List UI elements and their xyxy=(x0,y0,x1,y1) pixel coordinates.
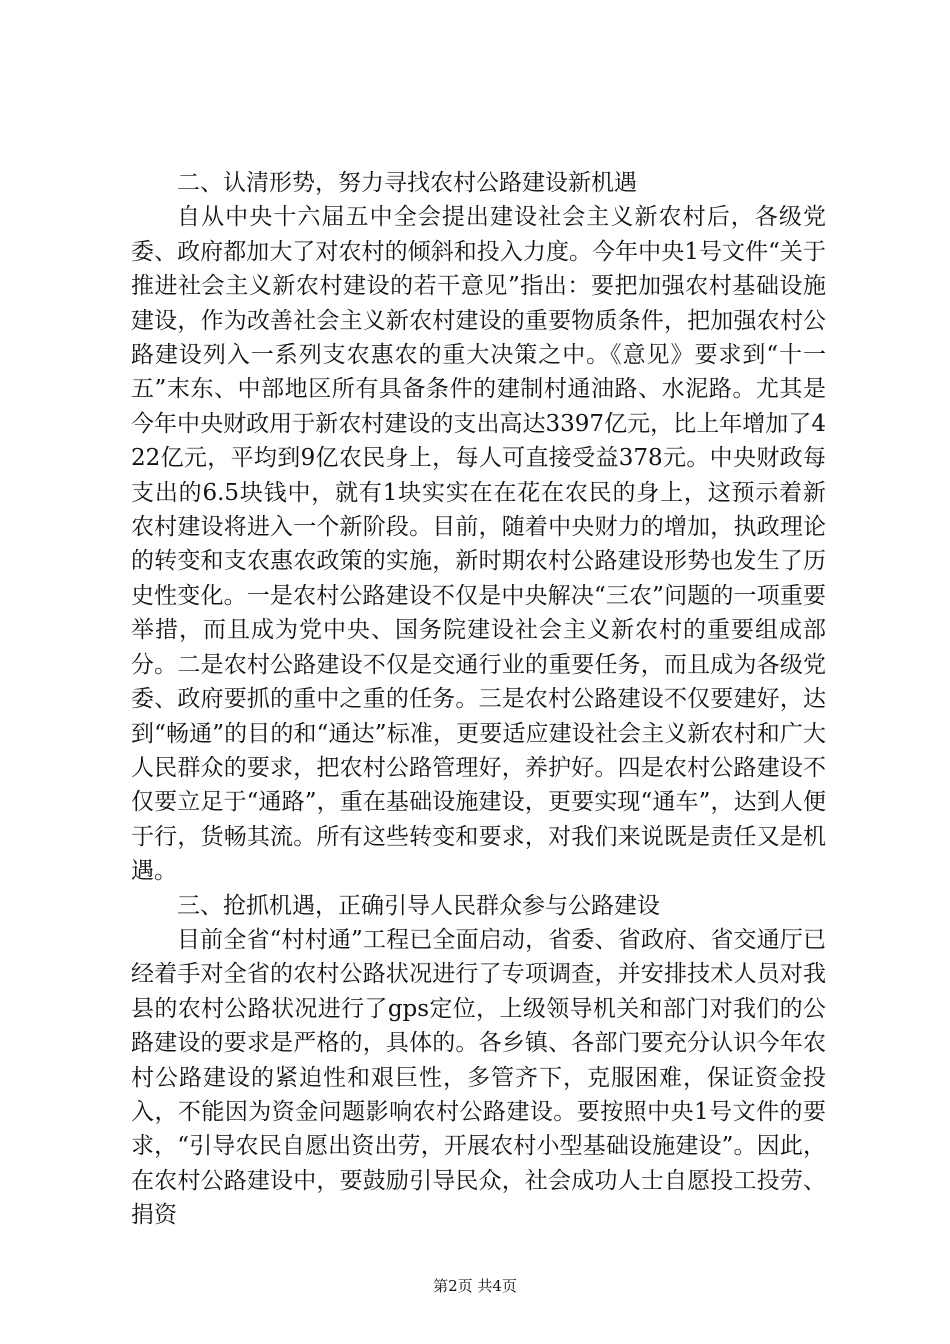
section-heading-2: 二、认清形势，努力寻找农村公路建设新机遇 xyxy=(177,170,637,196)
section-heading-3: 三、抢抓机遇，正确引导人民群众参与公路建设 xyxy=(177,892,660,919)
section-paragraph-3: 目前全省“村村通”工程已全面启动，省委、省政府、省交通厅已经着手对全省的农村公路状况进行了专项调查，并安排技术人员对我县的农村公路状况进行了gps定位，上级领导机关和部门对我们的公路建设的要求是严格的，具体的。各乡镇、各部门要充分认识今年农村公路建设的紧迫性和艰巨性，多管齐下，克服困难，保证资金投入，不能因为资金问题影响农村公路建设。要按照中央1号文件的要求，“引导农民自愿出资出劳，开展农村小型基础设施建设”。因此，在农村公路建设中，要鼓励引导民众，社会成功人士自愿投工投劳、捐资 xyxy=(131,926,826,1229)
page-number-footer: 第2页 共4页 xyxy=(433,1277,517,1295)
section-paragraph-2: 自从中央十六届五中全会提出建设社会主义新农村后，各级党委、政府都加大了对农村的倾斜和投入力度。今年中央1号文件“关于推进社会主义新农村建设的若干意见”指出：要把加强农村基础设施建设，作为改善社会主义新农村建设的重要物质条件，把加强农村公路建设列入一系列支农惠农的重大决策之中。《意见》要求到“十一五”末东、中部地区所有具备条件的建制村通油路、水泥路。尤其是今年中央财政用于新农村建设的支出高达3397亿元，比上年增加了422亿元，平均到9亿农民身上，每人可直接受益378元。中央财政每支出的6.5块钱中，就有1块实实在在花在农民的身上，这预示着新农村建设将进入一个新阶段。目前，随着中央财力的增加，执政理论的转变和支农惠农政策的实施，新时期农村公路建设形势也发生了历史性变化。一是农村公路建设不仅是中央解决“三农”问题的一项重要举措，而且成为党中央、国务院建设社会主义新农村的重要组成部分。二是农村公路建设不仅是交通行业的重要任务，而且成为各级党委、政府要抓的重中之重的任务。三是农村公路建设不仅要建好，达到“畅通”的目的和“通达”标准，更要适应建设社会主义新农村和广大人民群众的要求，把农村公路管理好，养护好。四是农村公路建设不仅要立足于“通路”，重在基础设施建设，更要实现“通车”，达到人便于行，货畅其流。所有这些转变和要求，对我们来说既是责任又是机遇。 xyxy=(131,204,826,885)
document-body xyxy=(131,166,826,1233)
